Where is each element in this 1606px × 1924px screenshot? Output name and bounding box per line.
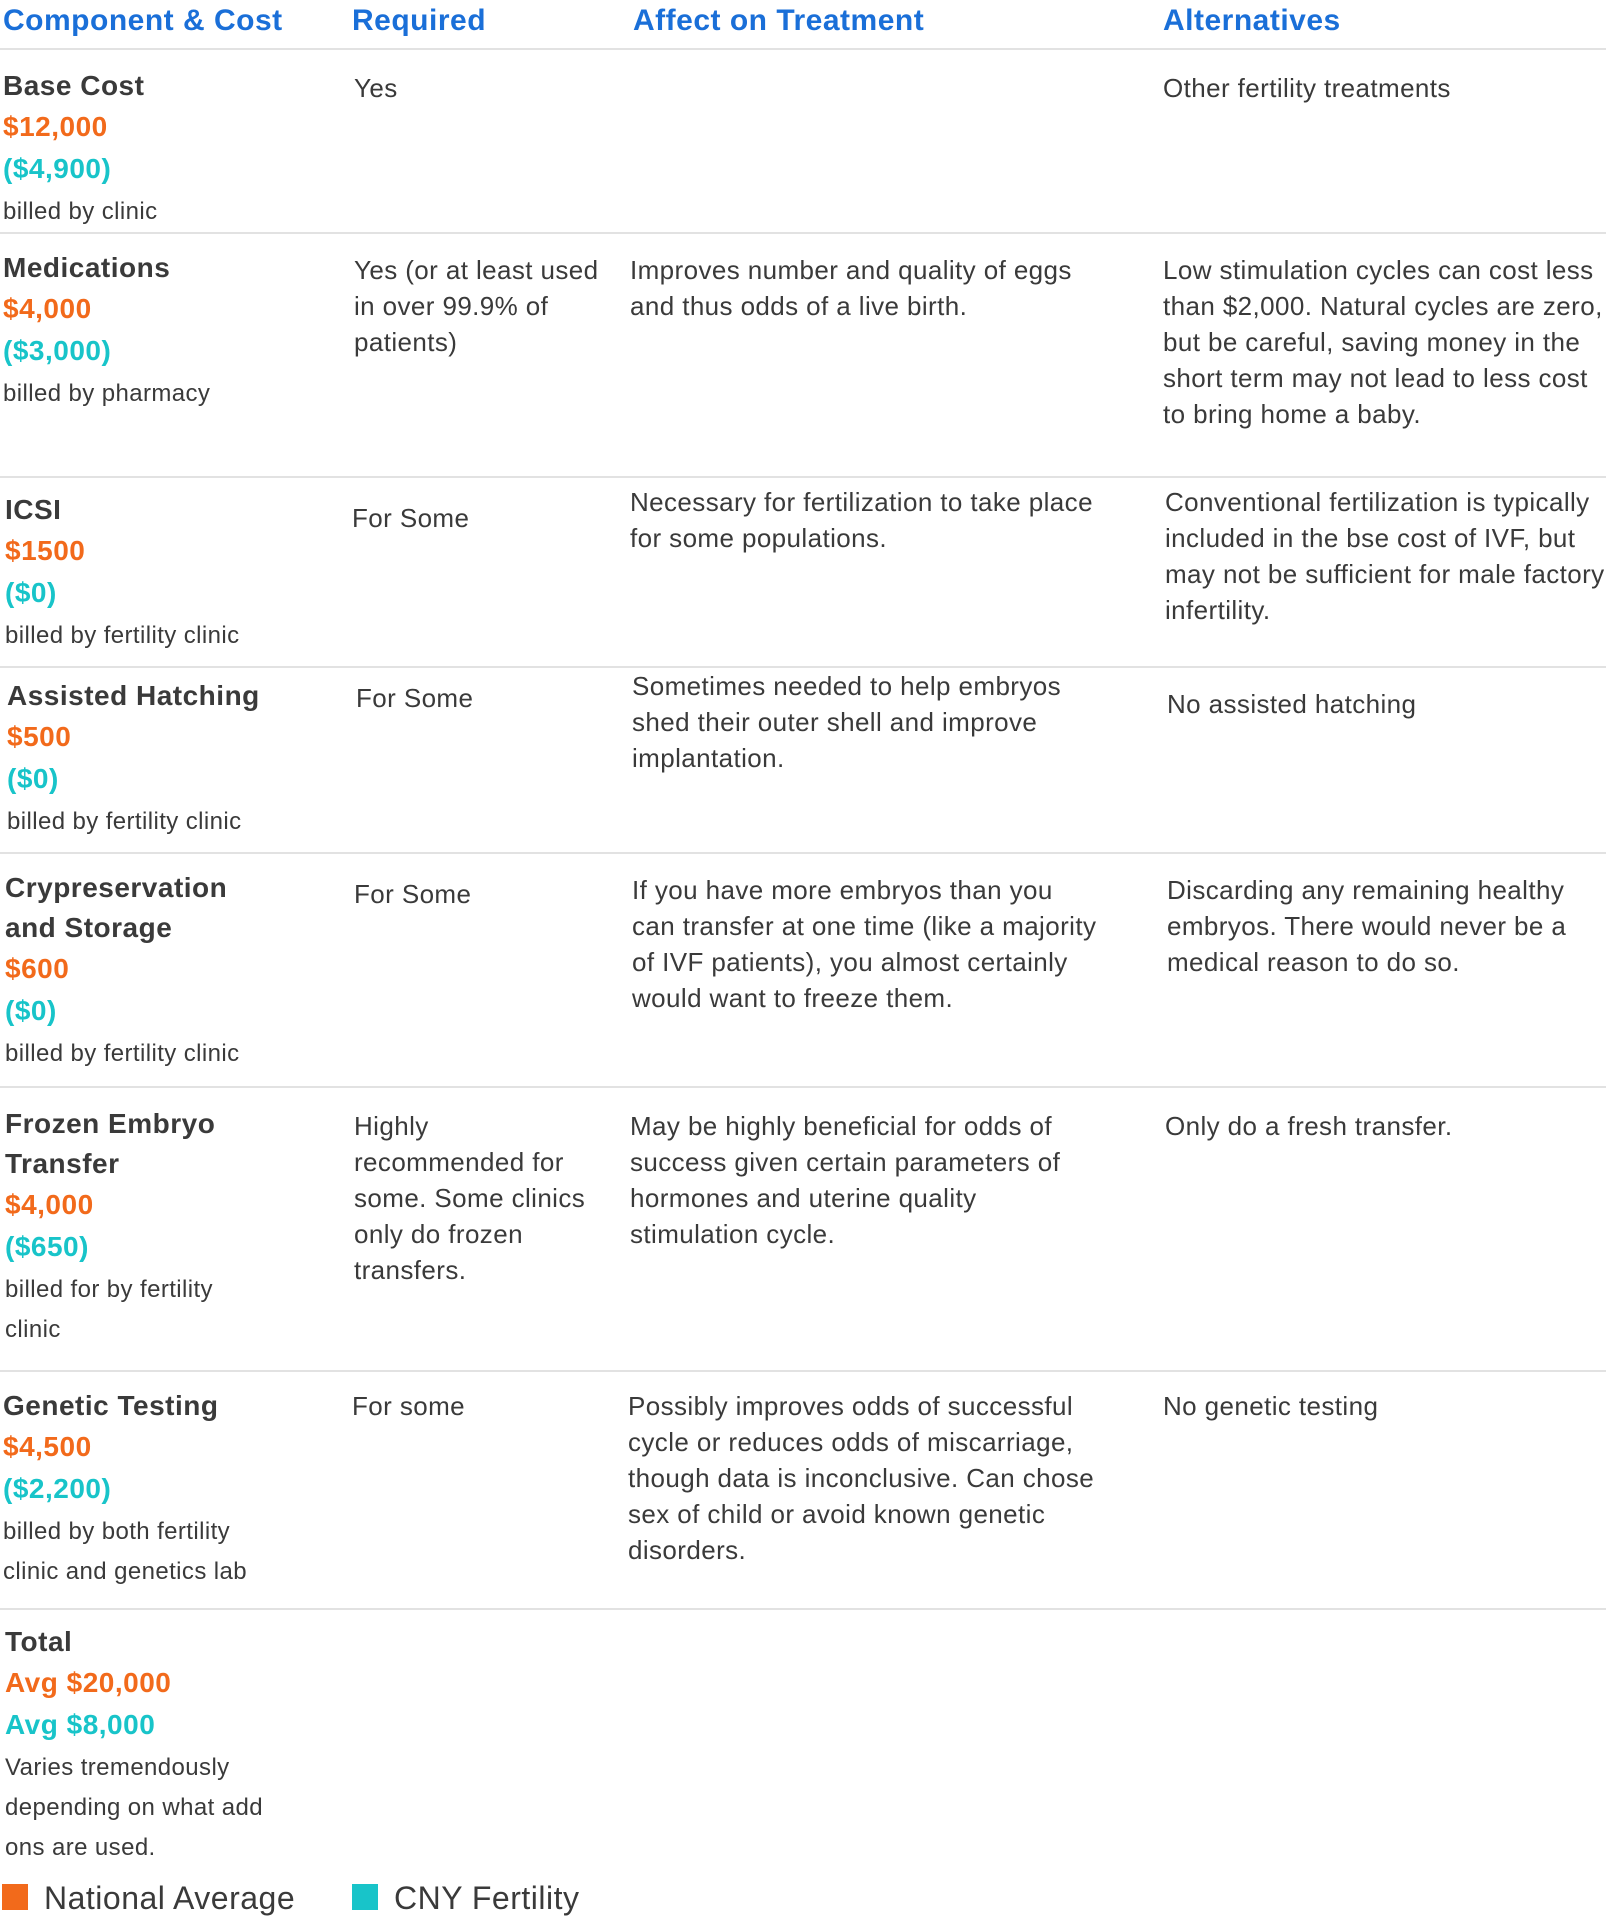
component-cell: [5, 868, 305, 1074]
affect-cell: Possibly improves odds of successful cycle or reduces odds of miscarriage, though data is inconclusive. Can chose sex of child or avoid known genetic disorders.: [628, 1391, 1095, 1565]
national-cost: $1500: [5, 535, 86, 566]
component-cell: [5, 1622, 305, 1868]
cny-cost: ($650): [5, 1231, 89, 1262]
header-affect-on-treatment: Affect on Treatment: [633, 4, 925, 37]
national-cost: $12,000: [3, 111, 108, 142]
billed-by: billed by both fertility clinic and genetics lab: [3, 1518, 248, 1585]
alternatives-cell: Conventional fertilization is typically included in the bse cost of IVF, but may not be sufficient for male factory infertility.: [1165, 487, 1605, 625]
legend-label-cny: CNY Fertility: [394, 1880, 580, 1916]
affect-cell: Sometimes needed to help embryos shed their outer shell and improve implantation.: [632, 671, 1062, 773]
table-row: [0, 1372, 1606, 1610]
affect-cell: If you have more embryos than you can transfer at one time (like a majority of IVF patients), you almost certainly would want to freeze them.: [632, 875, 1097, 1013]
component-cell: [7, 676, 307, 842]
cny-swatch-icon: [352, 1884, 378, 1910]
table-row: [0, 478, 1606, 668]
cny-cost: Avg $8,000: [5, 1709, 156, 1740]
component-name: Assisted Hatching: [7, 680, 260, 711]
cny-cost: ($0): [5, 995, 57, 1026]
billed-by: billed by fertility clinic: [7, 808, 242, 835]
national-cost: $4,000: [3, 293, 92, 324]
header-required: Required: [352, 4, 487, 37]
required-cell: For some: [352, 1391, 466, 1421]
component-cell: [3, 66, 303, 232]
table-row: [0, 854, 1606, 1088]
affect-cell: May be highly beneficial for odds of success given certain parameters of hormones and uterine quality stimulation cycle.: [630, 1111, 1061, 1249]
billed-by: billed by clinic: [3, 198, 158, 225]
component-name: Total: [5, 1626, 73, 1657]
alternatives-cell: Discarding any remaining healthy embryos. There would never be a medical reason to do so.: [1167, 875, 1567, 977]
billed-by: billed by pharmacy: [3, 380, 211, 407]
component-cell: [3, 1386, 303, 1592]
legend: [0, 1878, 1606, 1918]
required-cell: For Some: [352, 503, 470, 533]
affect-cell: Improves number and quality of eggs and thus odds of a live birth.: [630, 255, 1072, 321]
required-cell: For Some: [356, 683, 474, 713]
cny-cost: ($0): [7, 763, 59, 794]
component-name: Base Cost: [3, 70, 145, 101]
legend-label-national: National Average: [44, 1880, 296, 1916]
component-name: Genetic Testing: [3, 1390, 219, 1421]
alternatives-cell: No assisted hatching: [1167, 689, 1417, 719]
table-row: [0, 668, 1606, 854]
billed-by: Varies tremendously depending on what add ons are used.: [5, 1754, 263, 1861]
header-component-cost: Component & Cost: [3, 4, 283, 37]
component-cell: [3, 248, 303, 414]
national-swatch-icon: [2, 1884, 28, 1910]
cny-cost: ($4,900): [3, 153, 112, 184]
required-cell: Yes: [354, 73, 398, 103]
component-name: Frozen Embryo Transfer: [5, 1108, 216, 1179]
national-cost: $500: [7, 721, 72, 752]
alternatives-cell: No genetic testing: [1163, 1391, 1379, 1421]
cny-cost: ($3,000): [3, 335, 112, 366]
national-cost: $4,000: [5, 1189, 94, 1220]
alternatives-cell: Other fertility treatments: [1163, 73, 1451, 103]
billed-by: billed by fertility clinic: [5, 622, 240, 649]
component-name: Medications: [3, 252, 171, 283]
cny-cost: ($0): [5, 577, 57, 608]
alternatives-cell: Low stimulation cycles can cost less than $2,000. Natural cycles are zero, but be careful, saving money in the short term may not lead to less cost to bring home a baby.: [1163, 255, 1603, 429]
table-header: [0, 0, 1606, 50]
cny-cost: ($2,200): [3, 1473, 112, 1504]
component-cell: [5, 490, 305, 656]
affect-cell: Necessary for fertilization to take place for some populations.: [630, 487, 1093, 553]
required-cell: Yes (or at least used in over 99.9% of patients): [354, 255, 599, 357]
table-row-total: [0, 1610, 1606, 1870]
required-cell: For Some: [354, 879, 472, 909]
billed-by: billed by fertility clinic: [5, 1040, 240, 1067]
table-row: [0, 50, 1606, 234]
component-cell: [5, 1104, 305, 1350]
national-cost: $4,500: [3, 1431, 92, 1462]
required-cell: Highly recommended for some. Some clinics only do frozen transfers.: [354, 1111, 586, 1285]
national-cost: Avg $20,000: [5, 1667, 172, 1698]
component-name: Crypreservation and Storage: [5, 872, 228, 943]
header-alternatives: Alternatives: [1163, 4, 1341, 37]
component-name: ICSI: [5, 494, 62, 525]
national-cost: $600: [5, 953, 70, 984]
alternatives-cell: Only do a fresh transfer.: [1165, 1111, 1453, 1141]
billed-by: billed for by fertility clinic: [5, 1276, 213, 1343]
table-row: [0, 1088, 1606, 1372]
table-row: [0, 234, 1606, 478]
